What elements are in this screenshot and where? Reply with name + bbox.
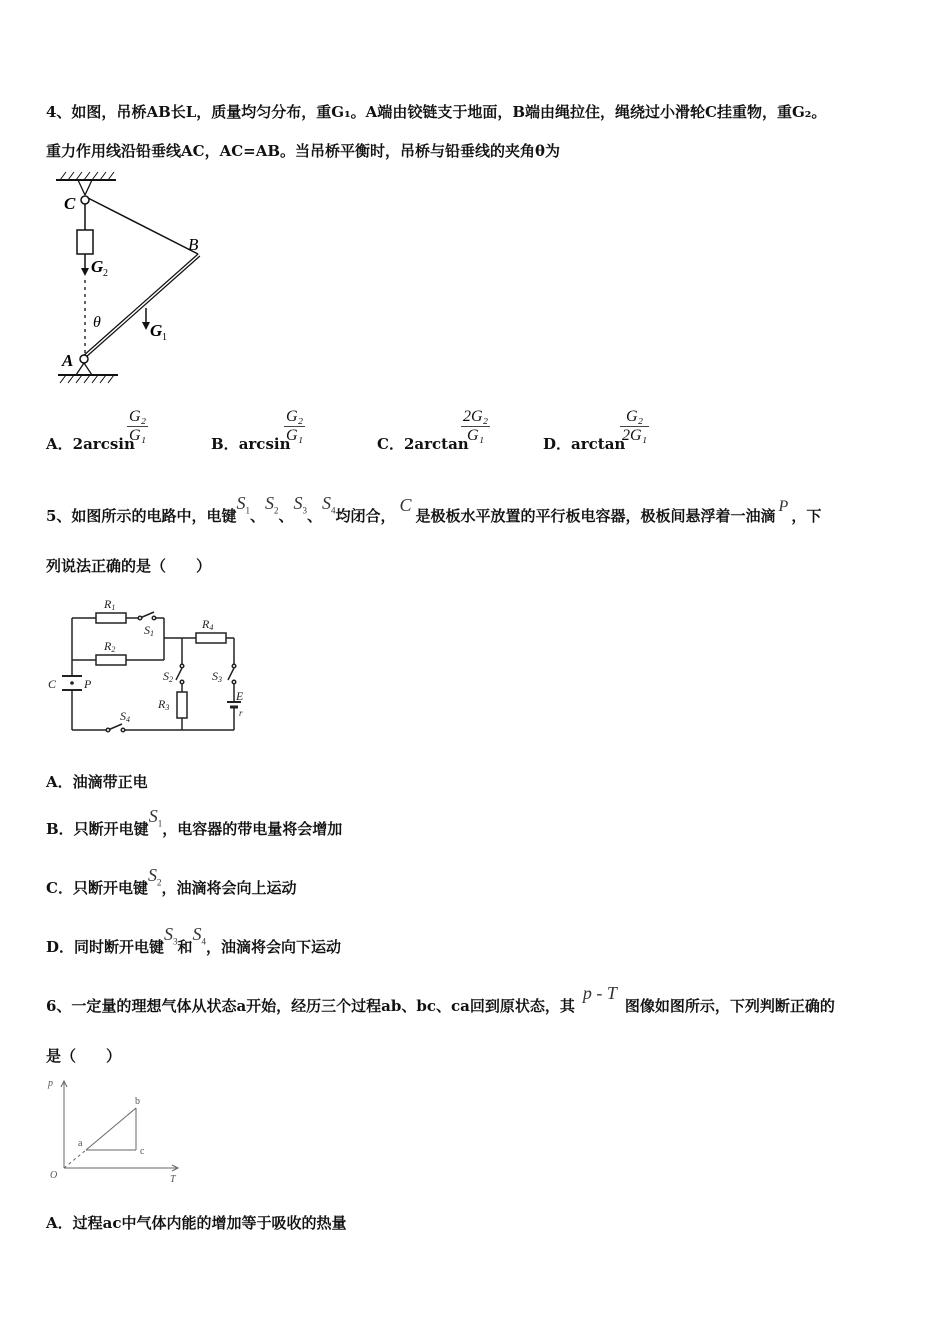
q4-option-a-func: 2arcsin (72, 435, 135, 453)
q5-stem-part1: 5、如图所示的电路中，电键 (46, 507, 237, 525)
q4-option-b-den: G₁ (286, 427, 304, 444)
q5-option-b-sym (148, 806, 163, 829)
q6-option-a[interactable]: A．过程ac中气体内能的增加等于吸收的热量 (46, 1214, 347, 1232)
q6-label-o: O (50, 1170, 58, 1181)
q5-label-r: r (239, 708, 243, 718)
q5-option-b-post: ，电容器的带电量将会增加 (162, 820, 343, 838)
q6-label-p: p (48, 1078, 53, 1089)
q5-option-d-sym-sub: 3 (173, 936, 178, 947)
q5-option-d[interactable] (46, 924, 342, 959)
q5-label-r2: R2 (104, 639, 116, 654)
q6-stem-line1 (46, 983, 835, 1016)
q4-label-b: B (188, 235, 199, 254)
q5-label-c: C (48, 677, 57, 691)
q5-label-r4: R4 (202, 617, 214, 632)
q5-option-d-sym2 (192, 924, 207, 947)
q4-label-g2-sub: 2 (103, 268, 108, 279)
q5-stem-p: P (778, 498, 789, 515)
q6-stem-part1: 6、一定量的理想气体从状态a开始，经历三个过程ab、bc、ca回到原状态，其 (46, 997, 575, 1015)
q6-stem-pt: p - T (582, 983, 617, 1003)
q5-stem-sep1: 、 (249, 507, 265, 525)
q5-stem-sep3: 、 (306, 507, 322, 525)
q5-option-d-sym-letter: S (164, 924, 174, 944)
q5-option-d-sym2-sub: 4 (201, 936, 207, 947)
q4-bridge-figure (46, 168, 216, 390)
q4-label-g1-sub: 1 (162, 332, 167, 343)
q4-option-b-func: arcsin (238, 435, 291, 453)
q5-label-r1: R1 (104, 597, 116, 612)
q5-stem-s4 (322, 493, 336, 516)
q6-stem-part2: 图像如图所示，下列判断正确的 (624, 997, 835, 1015)
q5-stem-line1 (46, 493, 822, 528)
q4-option-a-fraction (127, 408, 148, 445)
q5-option-d-sym (164, 924, 178, 947)
q4-option-c-func: 2arctan (403, 435, 469, 453)
q4-option-d[interactable] (543, 433, 625, 454)
q5-label-s1: S1 (144, 623, 154, 638)
q5-label-e: E (236, 689, 244, 703)
q4-option-d-func: arctan (571, 435, 626, 453)
q4-option-b-label: B． (211, 435, 239, 453)
q5-stem-s3-sub: 3 (302, 505, 307, 516)
q5-stem-c: C (399, 495, 412, 515)
q4-option-c-num: 2G₂ (463, 408, 489, 425)
q4-option-a-den: G₁ (129, 427, 147, 444)
q6-label-a: a (78, 1138, 83, 1149)
q5-label-r3: R3 (158, 697, 170, 712)
q5-option-b-sym-sub: 1 (157, 818, 163, 829)
q5-stem-s3-letter: S (293, 493, 303, 513)
q5-option-c-pre: C．只断开电键 (46, 879, 148, 897)
q6-stem-line2: 是（ ） (46, 1047, 122, 1065)
q5-stem-part2: 均闭合， (335, 507, 396, 525)
q5-option-d-post: ，油滴将会向下运动 (206, 938, 342, 956)
q4-option-a-num: G₂ (129, 408, 147, 425)
q4-label-a: A (62, 351, 74, 370)
q5-option-c-sym-letter: S (147, 865, 157, 885)
q5-stem-s1-letter: S (236, 493, 246, 513)
q5-stem-s2-letter: S (264, 493, 274, 513)
q5-option-d-pre: D．同时断开电键 (46, 938, 165, 956)
q5-stem-s2-sub: 2 (273, 505, 279, 516)
q5-stem-s1 (236, 493, 250, 516)
q6-pt-graph (46, 1076, 186, 1186)
q5-label-p: P (84, 677, 92, 691)
q5-stem-s2 (264, 493, 279, 516)
q4-label-c: C (64, 194, 76, 213)
q4-stem-line1: 4、如图，吊桥AB长L，质量均匀分布，重G₁。A端由铰链支于地面，B端由绳拉住，绳绕过小滑轮C挂重物，重G₂。 (46, 103, 827, 121)
q5-option-c[interactable] (46, 865, 297, 900)
q5-stem-s3 (293, 493, 307, 516)
q5-stem-s1-sub: 1 (245, 505, 250, 516)
q4-option-b-num: G₂ (286, 408, 304, 425)
q5-stem-part3: 是极板水平放置的平行板电容器，极板间悬浮着一油滴 (415, 507, 776, 525)
q6-label-c: c (140, 1146, 145, 1157)
q6-label-t: T (170, 1174, 176, 1185)
q5-label-s2: S2 (163, 669, 173, 684)
q4-option-c[interactable] (377, 433, 469, 454)
q5-stem-part4: ，下 (791, 507, 822, 525)
q4-option-d-fraction (620, 408, 649, 445)
q4-option-d-num: G₂ (620, 408, 649, 427)
q5-stem-s4-sub: 4 (331, 505, 336, 516)
q5-option-b-pre: B．只断开电键 (46, 820, 149, 838)
q4-option-b[interactable] (211, 433, 291, 454)
q4-option-d-label: D． (543, 435, 572, 453)
q5-option-d-sym2-letter: S (192, 924, 202, 944)
q5-option-c-sym-sub: 2 (156, 877, 162, 888)
q4-option-a-label: A． (46, 435, 73, 453)
q4-option-a[interactable] (46, 433, 135, 454)
q5-option-b[interactable] (46, 806, 343, 841)
q5-label-s3: S3 (212, 669, 222, 684)
q5-option-c-sym (147, 865, 162, 888)
q4-label-theta: θ (93, 314, 101, 331)
q5-option-b-sym-letter: S (148, 806, 158, 826)
q5-option-c-post: ，油滴将会向上运动 (161, 879, 297, 897)
q5-option-a[interactable]: A．油滴带正电 (46, 773, 148, 791)
q5-option-d-mid: 和 (177, 938, 193, 956)
q5-stem-sep2: 、 (278, 507, 294, 525)
q5-stem-line2: 列说法正确的是（ ） (46, 557, 212, 575)
q4-option-b-fraction (284, 408, 305, 445)
q4-stem-line2: 重力作用线沿铅垂线AC，AC=AB。当吊桥平衡时，吊桥与铅垂线的夹角θ为 (46, 142, 561, 160)
q4-option-c-den: G₁ (467, 427, 485, 444)
q4-option-d-den: 2G₁ (622, 427, 648, 444)
q4-option-c-fraction (461, 408, 490, 445)
q4-label-g2: G (91, 257, 104, 276)
q6-label-b: b (135, 1096, 140, 1107)
q5-label-s4: S4 (120, 709, 130, 724)
q5-stem-s4-letter: S (322, 493, 331, 513)
q5-circuit-figure (46, 592, 246, 738)
q4-label-g1: G (150, 321, 163, 340)
q4-option-c-label: C． (377, 435, 404, 453)
